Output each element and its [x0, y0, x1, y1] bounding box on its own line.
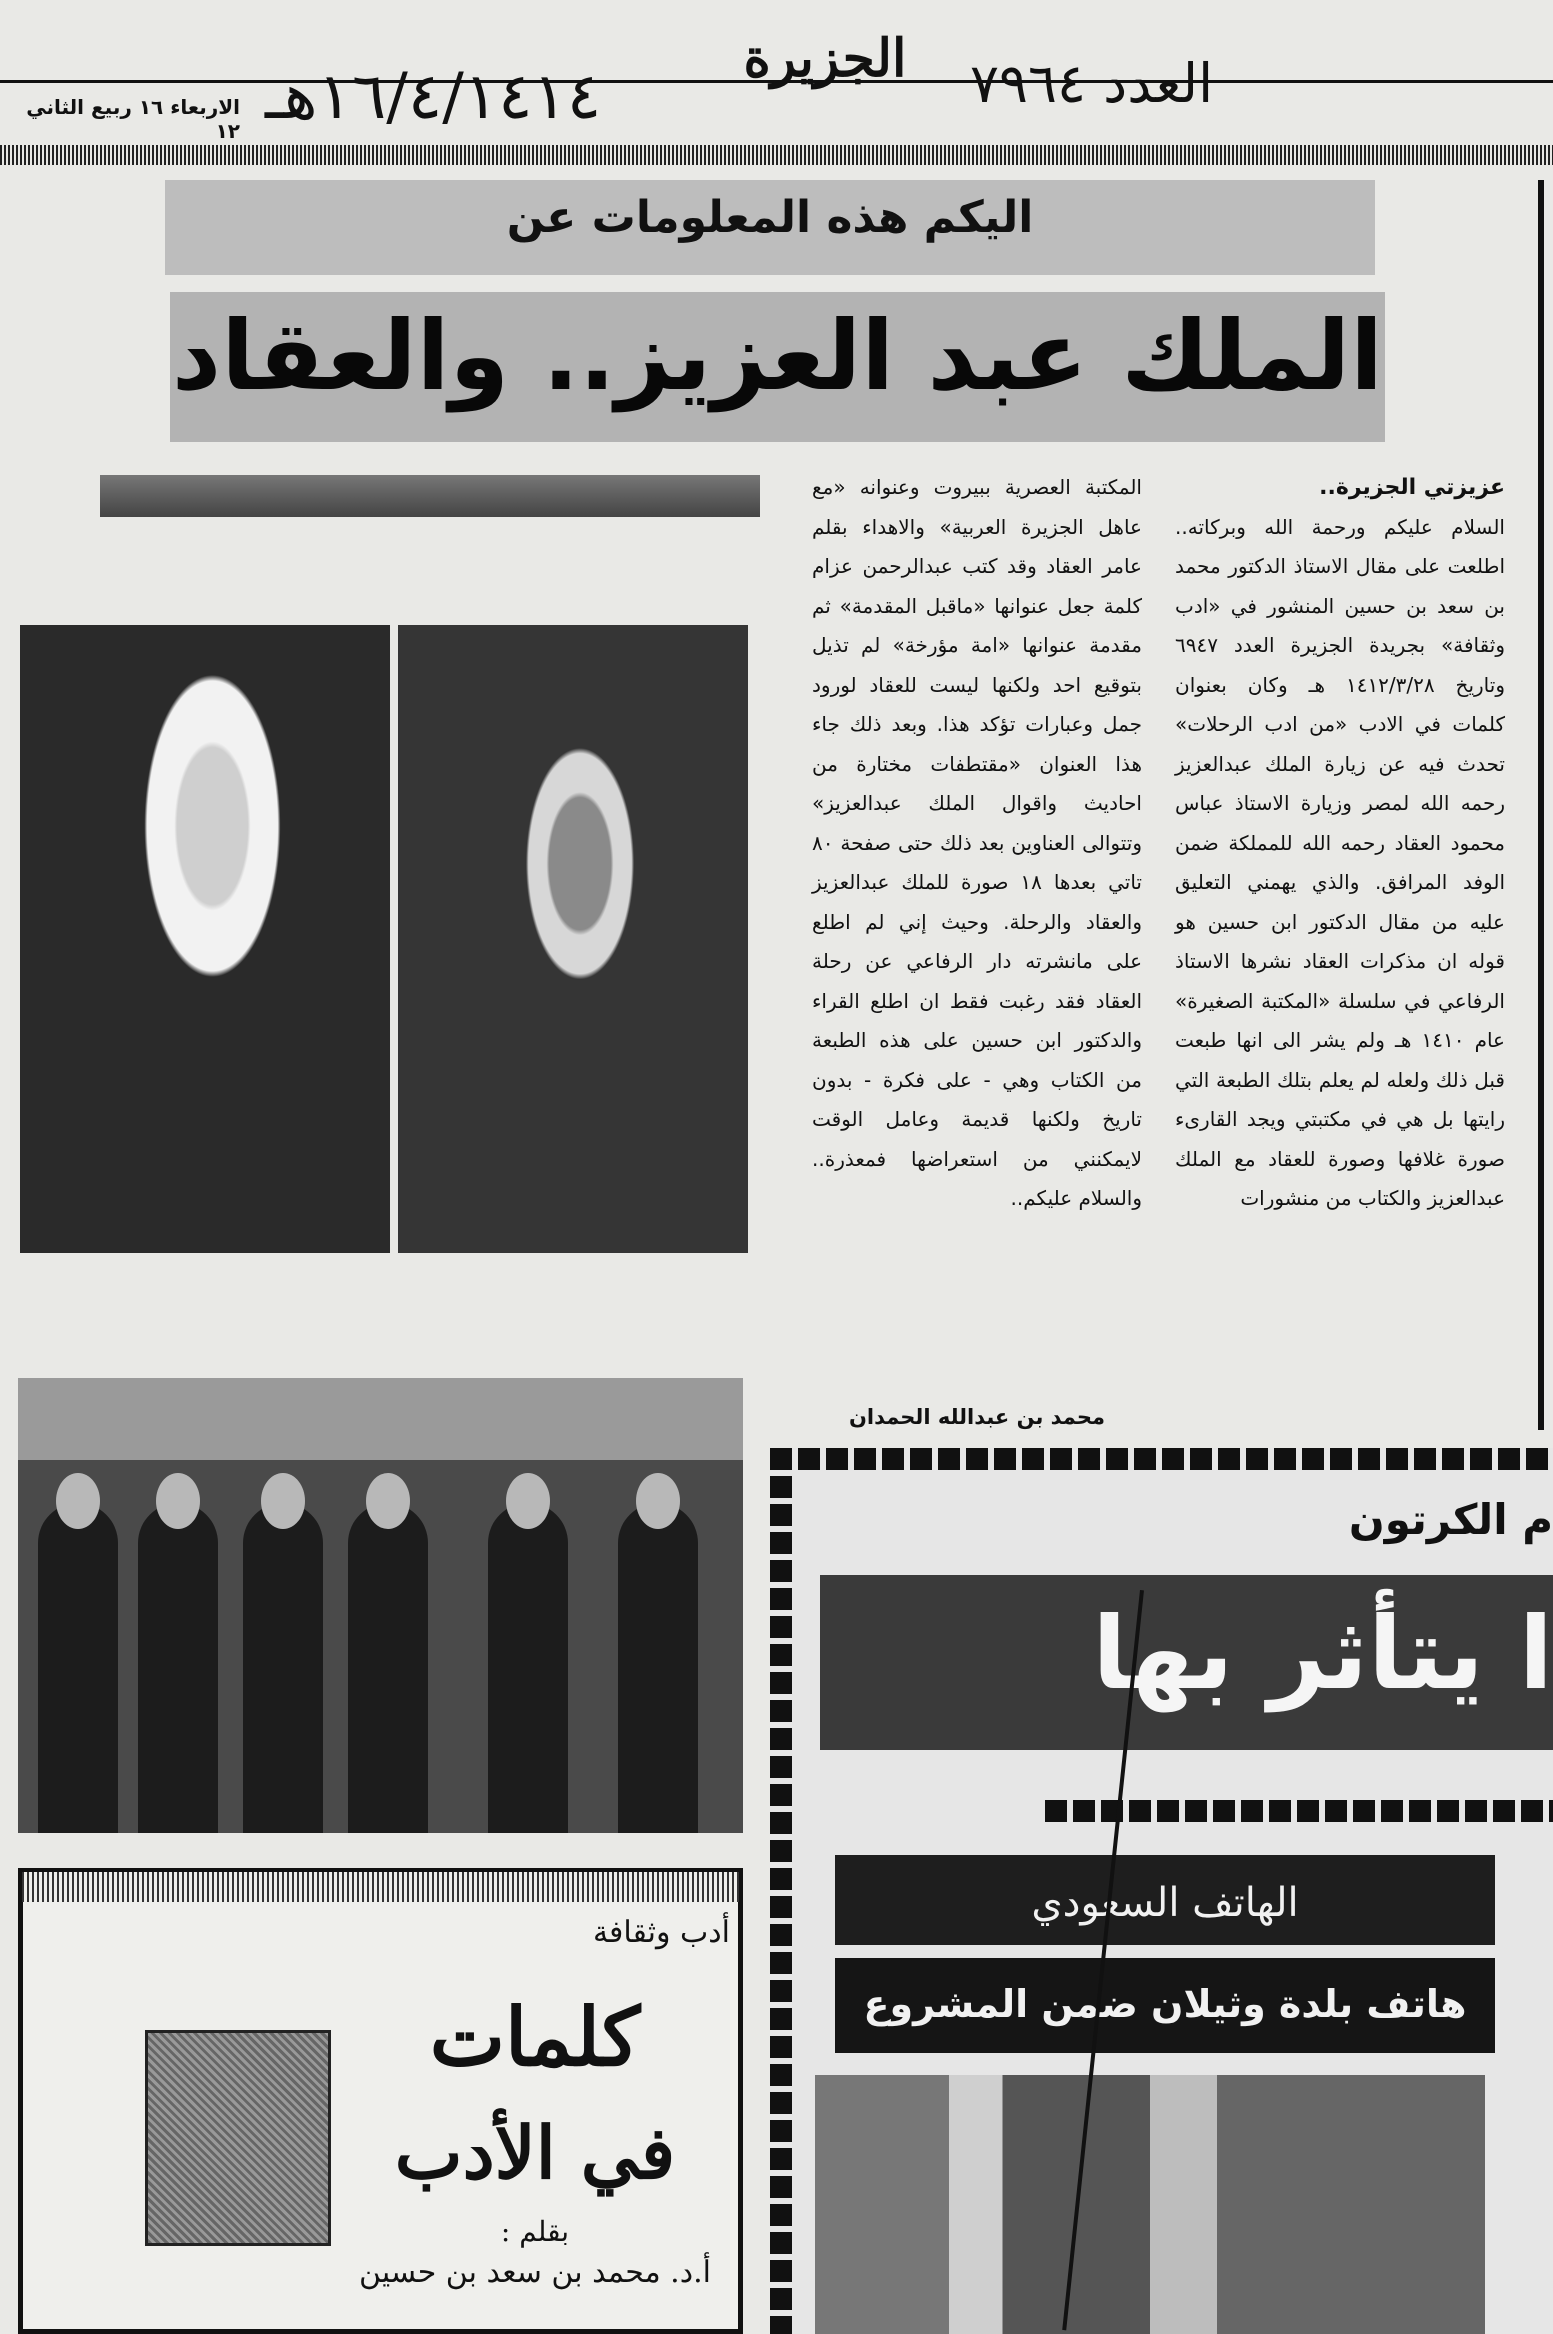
handwritten-date: ١٦/٤/١٤١٤هـ	[265, 60, 602, 134]
photo-strip	[100, 475, 760, 517]
group-figure	[488, 1503, 568, 1833]
ad-photo	[815, 2075, 1485, 2334]
group-figure	[38, 1503, 118, 1833]
printed-date: الاربعاء ١٦ ربيع الثاني ١٢	[26, 95, 240, 143]
main-headline: الملك عبد العزيز.. والعقاد	[171, 300, 1384, 412]
group-figure-head	[506, 1473, 550, 1529]
masthead-hatch-strip	[0, 145, 1553, 165]
group-figure	[138, 1503, 218, 1833]
article-text-middle: المكتبة العصرية ببيروت وعنوانه «مع عاهل الجزيرة العربية» والاهداء بقلم عامر العقاد وقد كتب عبدالرحمن عزام كلمة جعل عنوانها «ماقبل المقدمة» ثم مقدمة عنوانها «امة مؤرخة» لم تذيل بتوقيع احد ولكنها ليست للعقاد لورود جمل وعبارات تؤكد هذا. وبعد ذلك جاء هذا العنوان «مقتطفات مختارة من احاديث واقوال الملك عبدالعزيز» وتتوالى العناوين بعد ذلك حتى صفحة ٨٠ تاتي بعدها ١٨ صورة للملك عبدالعزيز والعقاد والرحلة. وحيث إني لم اطلع على مانشرته دار الرفاعي عن رحلة العقاد فقد رغبت فقط ان اطلع القراء والدكتور ابن حسين على هذه الطبعة من الكتاب وهي - على فكرة - بدون تاريخ ولكنها قديمة وعامل الوقت لايمكنني من استعراضها فمعذرة.. والسلام عليكم..	[812, 475, 1142, 1210]
clipping-title-line-2: في الأدب	[394, 2110, 676, 2195]
author-signature: محمد بن عبدالله الحمدان	[848, 1405, 1106, 1429]
group-figure-head	[56, 1473, 100, 1529]
ad-subheading-1: الهاتف السعودي	[1031, 1880, 1299, 1926]
clipping-author: أ.د. محمد بن سعد بن حسين	[359, 2255, 711, 2290]
portrait-photo-right	[398, 625, 748, 1253]
group-photo	[18, 1378, 743, 1833]
ad-banner-text: ا يتأثر بها	[1092, 1595, 1553, 1712]
portrait-photo-left	[20, 625, 390, 1253]
group-figure-head	[261, 1473, 305, 1529]
group-figure-head	[636, 1473, 680, 1529]
group-figure	[243, 1503, 323, 1833]
ad-subheading-2: هاتف بلدة وثيلان ضمن المشروع	[863, 1982, 1467, 2026]
clipping-section-name: أدب وثقافة	[592, 1915, 730, 1950]
column-rule	[1538, 180, 1544, 1430]
clipping-author-portrait	[145, 2030, 331, 2246]
kicker-headline: اليكم هذه المعلومات عن	[506, 192, 1034, 243]
salutation: عزيزتي الجزيرة..	[1319, 475, 1505, 500]
article-text-right: السلام عليكم ورحمة الله وبركاته.. اطلعت على مقال الاستاذ الدكتور محمد بن سعد بن حسين المنشور في «ادب وثقافة» بجريدة الجزيرة العدد ٦٩٤٧ وتاريخ ١٤١٢/٣/٢٨ هـ وكان بعنوان كلمات في الادب «من ادب الرحلات» تحدث فيه عن زيارة الملك عبدالعزيز رحمه الله لمصر وزيارة الاستاذ عباس محمود العقاد رحمه الله للمملكة ضمن الوفد المرافق. والذي يهمني التعليق عليه من مقال الدكتور ابن حسين هو قوله ان مذكرات العقاد نشرها الاستاذ الرفاعي في سلسلة «المكتبة الصغيرة» عام ١٤١٠ هـ ولم يشر الى انها طبعت قبل ذلك ولعله لم يعلم بتلك الطبعة التي رايتها بل هي في مكتبتي ويجد القارىء صورة غلافها وصورة للعقاد مع الملك عبدالعزيز والكتاب من منشورات	[1175, 514, 1505, 1210]
ad-border-left	[770, 1448, 792, 2334]
clipping-byline: بقلم :	[500, 2215, 570, 2248]
handwritten-issue-number: العدد ٧٩٦٤	[970, 52, 1214, 115]
group-figure-head	[156, 1473, 200, 1529]
ad-label: م الكرتون	[1348, 1495, 1553, 1544]
group-figure-head	[366, 1473, 410, 1529]
paper-name: الجزيرة	[743, 28, 907, 89]
ad-border-top	[770, 1448, 1553, 1470]
group-figure	[348, 1503, 428, 1833]
clipping-title-line-1: كلمات	[429, 1990, 641, 2084]
article-column-middle	[812, 468, 1142, 1219]
article-column-right	[1175, 468, 1505, 1219]
group-figure	[618, 1503, 698, 1833]
clipping-hatch-strip	[22, 1872, 739, 1902]
